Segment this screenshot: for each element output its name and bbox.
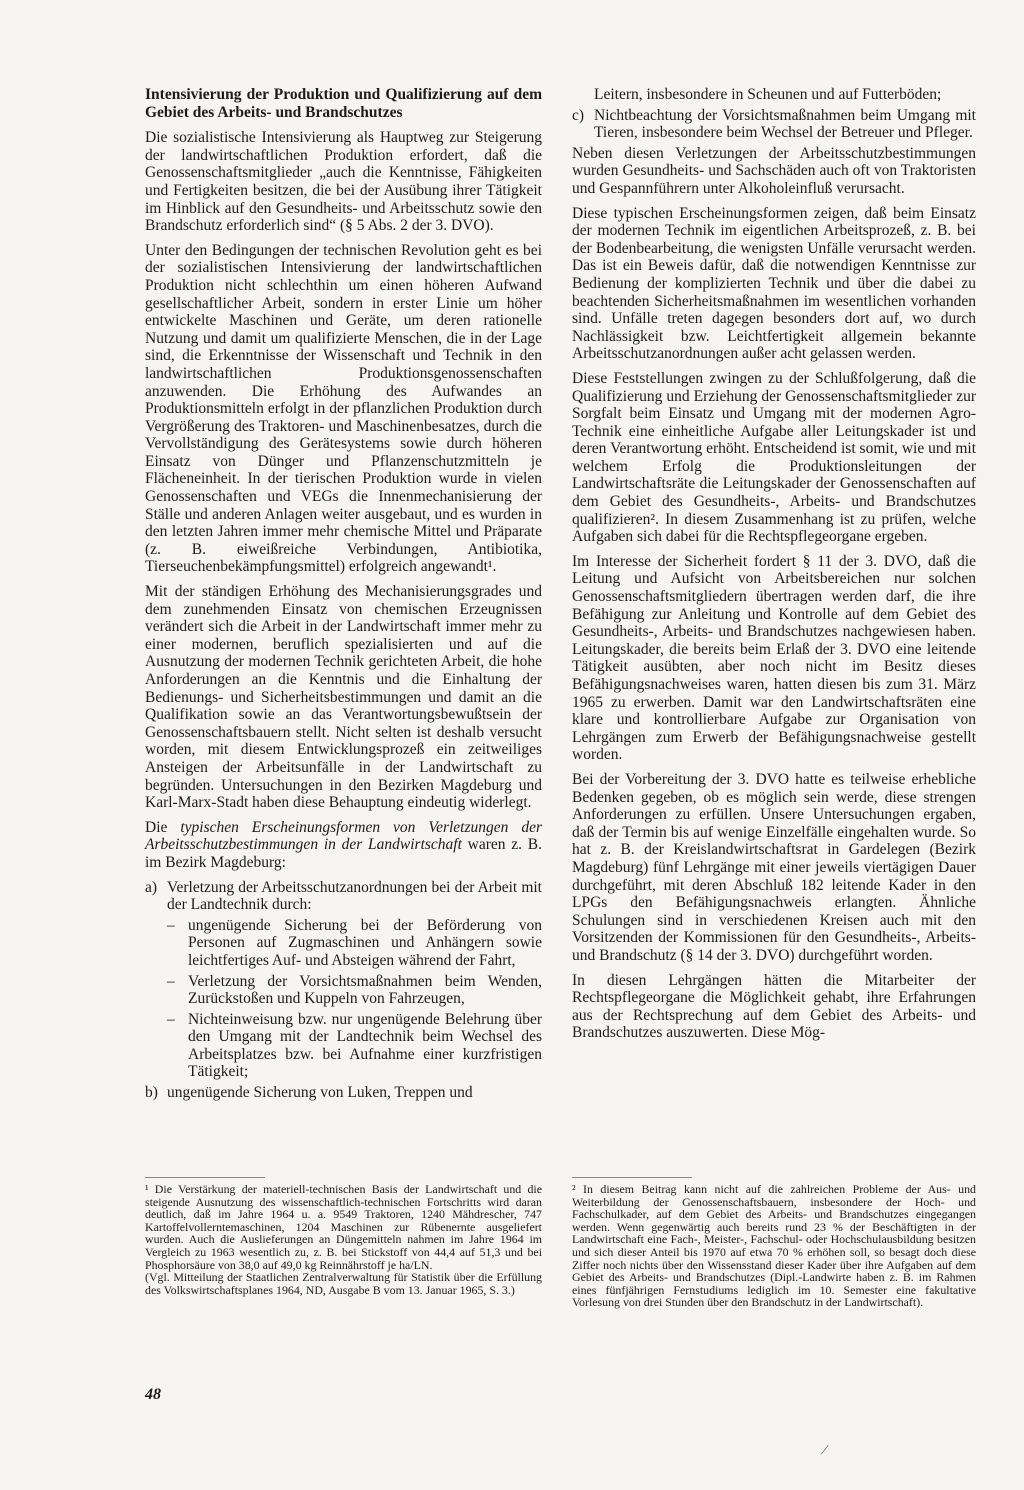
list-marker: c): [572, 106, 585, 124]
paragraph-lead: Die: [145, 818, 168, 836]
paragraph: Unter den Bedingungen der technischen Revolution geht es bei der sozialistischen Intensivierung der landwirtschaftlichen Produktion nicht schlechthin um einen höheren Aufwand gesellschaftlicher Arbeit, sondern in erster Linie um höher entwickelte Maschinen und Geräte, um deren rationelle Nutzung und damit um qualifizierte Menschen, die in der Lage sind, die Erkenntnisse der Wissenschaft und Technik in den landwirtschaftlichen Produktionsgenossenschaften anzuwenden. Die Erhöhung des Aufwandes an Produktionsmitteln erfolgt in der pflanzlichen Produktion durch Vergrößerung des Traktoren- und Maschinenbesatzes, durch die Vervollständigung des Gerätesystems sowie durch höheren Einsatz von Dünger und Pflanzenschutzmitteln je Flächeneinheit. In der tierischen Produktion wurde in vielen Genossenschaften und VEGs die Innenmechanisierung der Ställe und anderen Anlagen weiter ausgebaut, und es wurden in den letzten Jahren immer mehr chemische Mittel und Präparate (z. B. eiweißreiche Verbindungen, Antibiotika, Tierseuchenbekämpfungsmittel) erfolgreich angewandt¹.: [145, 241, 542, 576]
footnote-source: (Vgl. Mitteilung der Staatlichen Zentralverwaltung für Statistik über die Erfüllung des Volkswirtschaftsplanes 1964, ND, Ausgabe B vom 13. Januar 1965, S. 3.): [145, 1270, 542, 1297]
stray-mark: /: [819, 1441, 830, 1460]
list-item-text: Verletzung der Arbeitsschutzanordnungen bei der Arbeit mit der Landtechnik durch:: [167, 878, 542, 914]
paragraph: Mit der ständigen Erhöhung des Mechanisierungsgrades und dem zunehmenden Einsatz von chemischen Erzeugnissen verändert sich die Arbeit in der Landwirtschaft immer mehr zu einer modernen, beruflich spezialisierten und auf die Ausnutzung der modernen Technik gerichteten Arbeit, die hohe Anforderungen an die Kenntnis und die Einhaltung der Bedienungs- und Sicherheitsbestimmungen und damit an die Qualifikation sowie an das Verantwortungsbewußtsein der Genossenschaftsbauern stellt. Nicht selten ist deshalb versucht worden, mit diesem Entwicklungsprozeß ein zeitweiliges Ansteigen der Arbeitsunfälle in der Landwirtschaft zu begründen. Untersuchungen in den Bezirken Magdeburg und Karl-Marx-Stadt haben diese Behauptung eindeutig widerlegt.: [145, 583, 542, 812]
list-item-text: ungenügende Sicherung von Luken, Treppen und: [167, 1084, 473, 1102]
footnote-divider: [572, 1177, 692, 1178]
paragraph: Diese typischen Erscheinungsformen zeigen, daß beim Einsatz der modernen Technik im eigentlichen Arbeitsprozeß, z. B. bei der Bodenbearbeitung, die wenigsten Unfälle verursacht werden. Das ist ein Beweis dafür, daß die notwendigen Kenntnisse zur Bedienung der komplizierten Technik und über die dabei zu beachtenden Sicherheitsmaßnahmen im wesentlichen vorhanden sind. Unfälle treten dagegen besonders dort auf, wo durch Nachlässigkeit bzw. Leichtfertigkeit allgemein bekannte Arbeitsschutzanordnungen außer acht gelassen werden.: [572, 204, 976, 363]
list-item-c: [572, 107, 976, 142]
dash-marker: –: [167, 972, 175, 990]
paragraph: Bei der Vorbereitung der 3. DVO hatte es teilweise erhebliche Bedenken gegeben, ob es möglich sein werde, diese strengen Anforderungen zu erfüllen. Unsere Untersuchungen ergaben, daß der Termin bis auf wenige Einzelfälle eingehalten wurde. So hat z. B. der Kreislandwirtschaftsrat in Gardelegen (Bezirk Magdeburg) fünf Lehrgänge mit einer jeweils viertägigen Dauer durchgeführt, mit deren Abschluß 182 leitende Kader in den LPGs den Befähigungsnachweis erlangten. Ähnliche Schulungen sind in verschiedenen Kreisen auch mit den Vorsitzenden der Kommissionen für den Gesundheits-, Arbeits- und Brandschutz (§ 14 der 3. DVO) durchgeführt worden.: [572, 770, 976, 964]
sub-list-item: [167, 917, 542, 970]
list-item-b-continued: [572, 86, 976, 104]
footnote-text: ² In diesem Beitrag kann nicht auf die zahlreichen Probleme der Aus- und Weiterbildung der Genossenschaftsbauern, insbesondere der Hoch- und Fachschulkader, auf dem Gebiet des Arbeits- und Brandschutzes eingegangen werden. Wenn gegenwärtig auch bereits rund 23 % der Beschäftigten in der Landwirtschaft eine Fach-, Meister-, Fachschul- oder Hochschulausbildung besitzen und sich dieser Anteil bis 1970 auf etwa 70 % erhöhen soll, so besagt doch diese Ziffer noch nichts über den Wissensstand dieser Kader über ihre Aufgaben auf dem Gebiet des Arbeits- und Brandschutzes (Dipl.-Landwirte haben z. B. im Rahmen eines fünfjährigen Fernstudiums lediglich im 10. Semester eine fakultative Vorlesung von drei Stunden über den Brandschutz in der Landwirtschaft).: [572, 1182, 976, 1310]
dash-marker: –: [167, 1010, 175, 1028]
list-item-b: [145, 1084, 542, 1102]
list-item-text: Leitern, insbesondere in Scheunen und auf Futterböden;: [594, 86, 942, 103]
list-item-a: [145, 879, 542, 914]
paragraph: Die sozialistische Intensivierung als Hauptweg zur Steigerung der landwirtschaftlichen Produktion erfordert, daß die Genossenschaftsmitglieder „auch die Kenntnisse, Fähigkeiten und Fertigkeiten besitzen, die bei der Ausübung ihrer Tätigkeit im Hinblick auf den Gesundheits- und Arbeitsschutz sowie den Brandschutz erforderlich sind“ (§ 5 Abs. 2 der 3. DVO).: [145, 129, 542, 235]
paragraph: In diesen Lehrgängen hätten die Mitarbeiter der Rechtspflegeorgane die Möglichkeit gehabt, ihre Erfahrungen aus der Rechtsprechung auf dem Gebiet des Arbeits- und Brandschutzes auszuwerten. Diese Mög-: [572, 971, 976, 1042]
sub-list-item-text: ungenügende Sicherung bei der Beförderung von Personen auf Zugmaschinen und Anhängern sowie leichtfertiges Auf- und Absteigen während der Fahrt,: [188, 916, 542, 969]
sub-list-item-text: Nichteinweisung bzw. nur ungenügende Belehrung über den Umgang mit der Landtechnik beim Wechsel des Arbeitsplatzes bzw. bei Aufnahme einer kurzfristigen Tätigkeit;: [188, 1010, 542, 1081]
footnote-2: [572, 1183, 976, 1309]
paragraph: Neben diesen Verletzungen der Arbeitsschutzbestimmungen wurden Gesundheits- und Sachschäden auch oft von Traktoristen und Gespannführern unter Alkoholeinfluß verursacht.: [572, 144, 976, 197]
dash-marker: –: [167, 916, 175, 934]
paragraph: Im Interesse der Sicherheit fordert § 11 der 3. DVO, daß die Leitung und Aufsicht von Arbeitsbereichen nur solchen Genossenschaftsmitgliedern übertragen werden darf, die ihre Befähigung zur Anleitung und Kontrolle auf dem Gebiet des Gesundheits-, Arbeits- und Brandschutzes nachgewiesen haben. Leitungskader, die bereits beim Erlaß der 3. DVO eine leitende Tätigkeit ausübten, aber noch nicht im Besitz dieses Befähigungsnachweises waren, hatten diesen bis zum 31. März 1965 zu erwerben. Damit war den Landwirtschaftsräten eine klare und kontrollierbare Aufgabe zur Organisation von Lehrgängen zum Erwerb der Befähigungsnachweise gestellt worden.: [572, 552, 976, 764]
list-marker: b): [145, 1084, 158, 1102]
right-column: [572, 86, 976, 1049]
page-number: 48: [145, 1386, 161, 1403]
sub-list-item: [167, 1011, 542, 1081]
footnote-text: ¹ Die Verstärkung der materiell-technischen Basis der Landwirtschaft und die steigende Ausnutzung des wissenschaftlich-technischen Fortschritts wird daran deutlich, daß im Jahre 1964 u. a. 9549 Traktoren, 1240 Mähdrescher, 747 Kartoffelvollerntemaschinen, 1204 Maschinen zur Rübenernte ausgeliefert wurden. Auch die Auslieferungen an Düngemitteln nahmen im Jahre 1964 im Vergleich zu 1963 wesentlich zu, z. B. bei Stickstoff von 44,4 auf 51,3 und bei Phosphorsäure von 38,0 auf 49,0 kg Reinnährstoff je ha/LN.: [145, 1182, 542, 1272]
left-column: [145, 86, 542, 1105]
footnote-divider: [145, 1177, 265, 1178]
section-heading: Intensivierung der Produktion und Qualifizierung auf dem Gebiet des Arbeits- und Brandschutzes: [145, 86, 542, 121]
paragraph: Diese Feststellungen zwingen zu der Schlußfolgerung, daß die Qualifizierung und Erziehung der Genossenschaftsmitglieder zur Sorgfalt beim Einsatz und Umgang mit der modernen Agro-Technik eine einheitliche Aufgabe aller Leitungskader ist und deren Verantwortung erhöht. Entscheidend ist somit, wie und mit welchem Erfolg die Produktionsleitungen der Landwirtschaftsräte die Leitungskader der Genossenschaften auf dem Gebiet des Gesundheits-, Arbeits- und Brandschutzes qualifizieren². In diesem Zusammenhang ist zu prüfen, welche Aufgaben sich dabei für die Rechtspflegeorgane ergeben.: [572, 369, 976, 546]
sub-list: [167, 917, 542, 1081]
list-marker: a): [145, 878, 158, 896]
paragraph: [145, 819, 542, 872]
footnote-1: [145, 1183, 542, 1296]
emphasized-text: typischen Erscheinungsformen von Verletzungen der Arbeitsschutzbestimmungen in der Landwirtschaft: [145, 818, 542, 854]
sub-list-item: [167, 973, 542, 1008]
sub-list-item-text: Verletzung der Vorsichtsmaßnahmen beim Wenden, Zurückstoßen und Kuppeln von Fahrzeugen,: [188, 972, 542, 1008]
list-item-text: Nichtbeachtung der Vorsichtsmaßnahmen beim Umgang mit Tieren, insbesondere beim Wechsel der Betreuer und Pfleger.: [594, 106, 976, 142]
paragraph-tail: waren z. B. im Bezirk Magdeburg:: [145, 836, 542, 871]
